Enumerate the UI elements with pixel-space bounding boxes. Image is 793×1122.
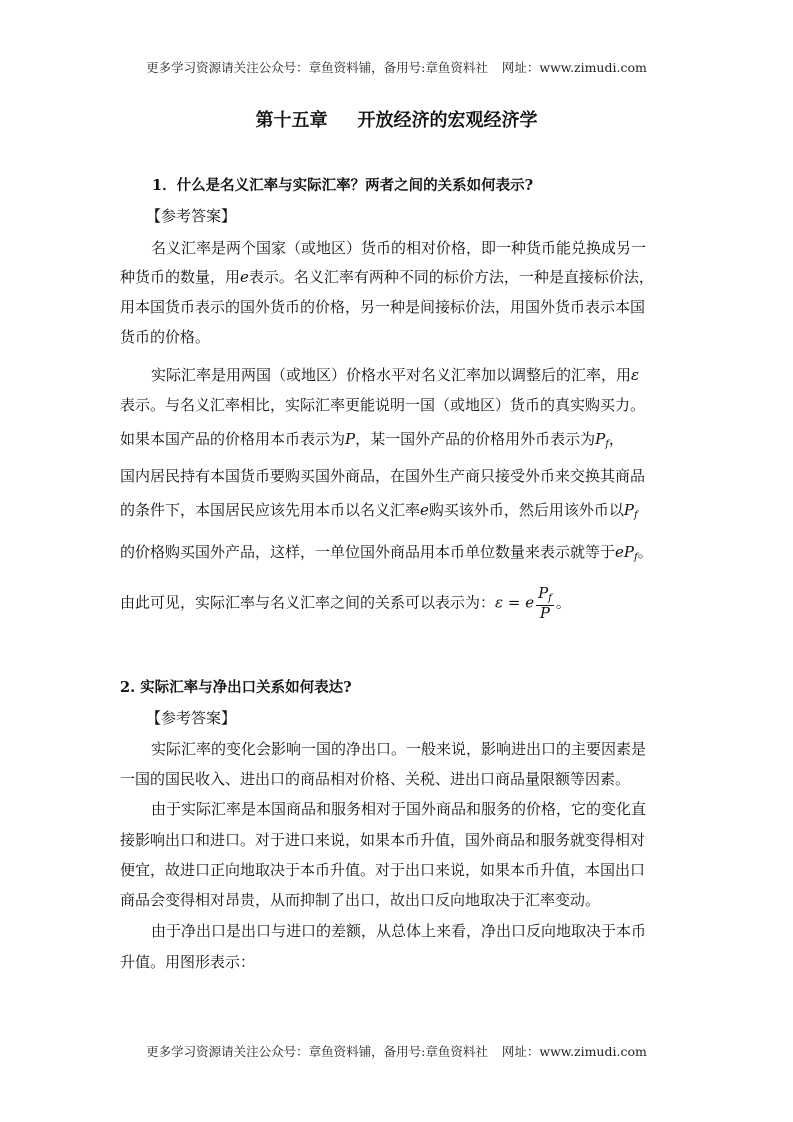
q1-line: 货币的价格。 — [120, 328, 211, 346]
q2-line: 升值。用图形表示： — [120, 953, 256, 971]
symbol-ePf: $eP_f$ — [615, 543, 638, 563]
q2-line: 接影响出口和进口。对于进口来说，如果本币升值，国外商品和服务就变得相对 — [120, 831, 646, 849]
formula-fraction: $\frac{P_f}{P}$ — [538, 584, 552, 622]
header-site: 网址：www.zimudi.com — [501, 60, 647, 75]
answer-tag-2: 【参考答案】 — [146, 709, 237, 727]
page-footer — [0, 1042, 793, 1060]
q2-line: 由于净出口是出口与进口的差额，从总体上来看，净出口反向地取决于本币 — [151, 922, 647, 940]
footer-notice: 更多学习资源请关注公众号：章鱼资料铺，备用号:章鱼资料社 — [146, 1044, 488, 1059]
q1-line: 的条件下，本国居民应该先用本币以名义汇率e购买该外币，然后用该外币以$P_f$ — [120, 501, 638, 521]
symbol-P: P — [345, 430, 356, 448]
chapter-name: 开放经济的宏观经济学 — [357, 110, 538, 131]
header-notice: 更多学习资源请关注公众号：章鱼资料铺，备用号:章鱼资料社 — [146, 60, 488, 75]
q1-formula-line: 由此可见，实际汇率与名义汇率之间的关系可以表示为：ε = e $\frac{P_f}{P}$ 。 — [120, 584, 571, 622]
q2-line: 商品会变得相对昂贵，从而抑制了出口，故出口反向地取决于汇率变动。 — [120, 891, 601, 909]
q2-line: 由于实际汇率是本国商品和服务相对于国外商品和服务的价格，它的变化直 — [151, 800, 647, 818]
q1-line: 用本国货币表示的国外货币的价格，另一种是间接标价法，用国外货币表示本国 — [120, 298, 646, 316]
chapter-title — [0, 106, 793, 132]
q1-line: 种货币的数量，用e表示。名义汇率有两种不同的标价方法，一种是直接标价法， — [120, 268, 654, 286]
page-header — [0, 58, 793, 76]
question-1: 1．什么是名义汇率与实际汇率？两者之间的关系如何表示? — [152, 177, 534, 194]
symbol-Pf: $P_f$ — [595, 430, 609, 450]
q2-line: 一国的国民收入、进出口的商品相对价格、关税、进出口商品量限额等因素。 — [120, 770, 631, 788]
symbol-Pf: $P_f$ — [623, 501, 638, 521]
chapter-number: 第十五章 — [255, 110, 328, 131]
symbol-e: e — [420, 501, 429, 519]
symbol-epsilon: ε — [631, 366, 640, 384]
q1-line: 实际汇率是用两国（或地区）价格水平对名义汇率加以调整后的汇率，用ε — [151, 366, 640, 384]
q1-line: 名义汇率是两个国家（或地区）货币的相对价格，即一种货币能兑换成另一 — [151, 239, 647, 257]
formula-lhs: ε = e — [495, 593, 535, 612]
answer-tag-1: 【参考答案】 — [146, 207, 237, 225]
q1-line: 的价格购买国外产品，这样，一单位国外商品用本币单位数量来表示就等于$eP_f$。 — [120, 543, 653, 563]
question-2: 2. 实际汇率与净出口关系如何表达? — [120, 679, 352, 696]
q1-line: 国内居民持有本国货币要购买国外商品，在国外生产商只接受外币来交换其商品 — [120, 467, 646, 485]
q1-line: 如果本国产品的价格用本币表示为P，某一国外产品的价格用外币表示为$P_f$， — [120, 430, 624, 450]
q1-line: 表示。与名义汇率相比，实际汇率更能说明一国（或地区）货币的真实购买力。 — [120, 396, 646, 414]
footer-site: 网址：www.zimudi.com — [501, 1044, 647, 1059]
q2-line: 实际汇率的变化会影响一国的净出口。一般来说，影响进出口的主要因素是 — [151, 740, 647, 758]
q2-line: 便宜，故进口正向地取决于本币升值。对于出口来说，如果本币升值，本国出口 — [120, 861, 646, 879]
symbol-e: e — [240, 268, 249, 286]
